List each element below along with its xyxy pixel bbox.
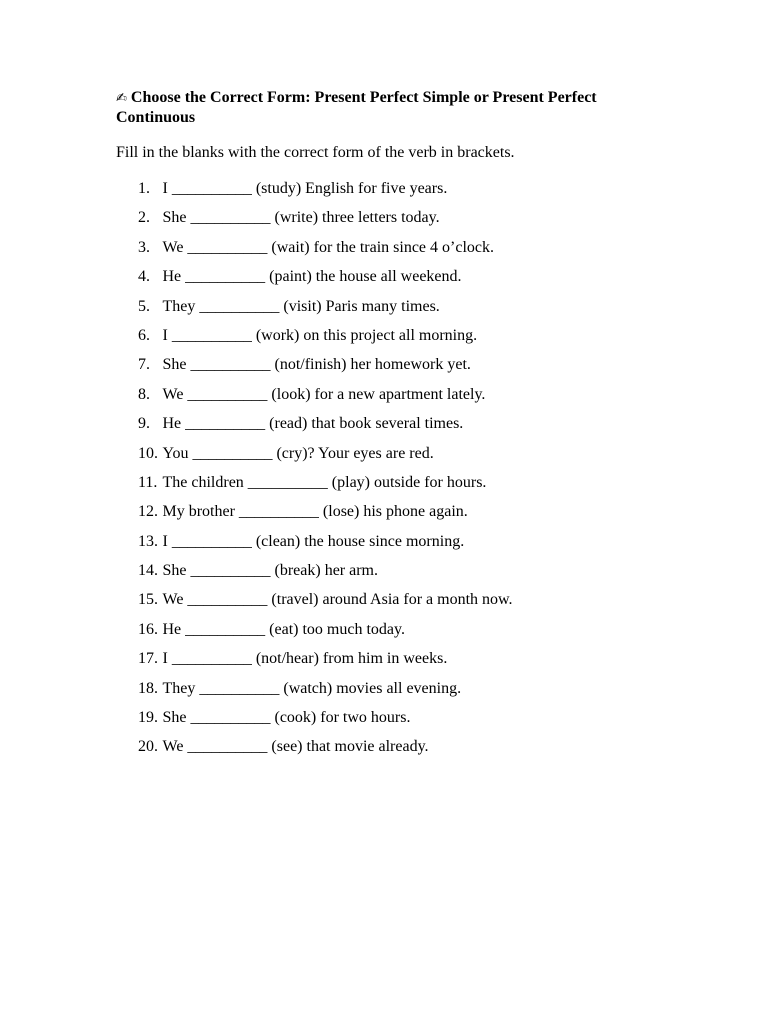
exercise-item [138,385,513,414]
exercise-sentence: She __________ (not/finish) her homework yet. [162,356,471,374]
exercise-item [138,208,513,237]
exercise-number: 10. [138,444,158,462]
exercise-number: 12. [138,503,158,521]
exercise-item [138,297,513,326]
exercise-item [138,679,513,708]
exercise-sentence: He __________ (paint) the house all weekend. [162,268,462,286]
exercise-number: 20. [138,738,158,756]
exercise-item [138,561,513,590]
exercise-sentence: They __________ (watch) movies all evening. [162,679,462,697]
exercise-number: 16. [138,620,158,638]
exercise-item [138,620,513,649]
exercise-sentence: We __________ (see) that movie already. [162,738,429,756]
exercise-sentence: I __________ (clean) the house since morning. [162,532,465,550]
exercise-number: 11. [138,473,158,491]
exercise-item [138,473,513,502]
exercise-item [138,502,513,531]
worksheet-title [116,88,676,127]
exercise-item [138,532,513,561]
exercise-item [138,267,513,296]
exercise-sentence: My brother __________ (lose) his phone again. [162,503,468,521]
exercise-number: 3. [138,238,150,256]
title-text: Choose the Correct Form: Present Perfect Simple or Present Perfect Continuous [116,89,597,126]
exercise-item [138,326,513,355]
exercise-number: 18. [138,679,158,697]
exercise-number: 4. [138,268,150,286]
exercise-item [138,590,513,619]
exercise-item [138,444,513,473]
exercise-item [138,708,513,737]
exercise-number: 15. [138,591,158,609]
writing-hand-icon: ✍ [116,91,127,106]
exercise-list [138,179,513,767]
exercise-sentence: I __________ (study) English for five years. [162,180,448,197]
exercise-number: 2. [138,209,150,227]
instructions-text: Fill in the blanks with the correct form of the verb in brackets. [116,144,515,161]
exercise-sentence: We __________ (wait) for the train since 4 o’clock. [162,238,494,256]
exercise-sentence: He __________ (read) that book several times. [162,415,464,433]
exercise-sentence: She __________ (write) three letters today. [162,209,440,227]
exercise-number: 19. [138,709,158,727]
exercise-sentence: You __________ (cry)? Your eyes are red. [162,444,434,462]
exercise-item [138,355,513,384]
exercise-number: 7. [138,356,150,374]
exercise-item [138,737,513,766]
exercise-item [138,238,513,267]
exercise-sentence: The children __________ (play) outside for hours. [162,473,487,491]
exercise-sentence: I __________ (work) on this project all morning. [162,326,478,344]
exercise-number: 9. [138,415,150,433]
exercise-sentence: She __________ (cook) for two hours. [162,709,411,727]
exercise-sentence: She __________ (break) her arm. [162,562,378,580]
exercise-number: 8. [138,385,150,403]
exercise-number: 14. [138,562,158,580]
exercise-number: 6. [138,326,150,344]
exercise-sentence: He __________ (eat) too much today. [162,620,405,638]
exercise-sentence: We __________ (travel) around Asia for a month now. [162,591,513,609]
exercise-item [138,649,513,678]
exercise-number: 17. [138,650,158,668]
exercise-number: 1. [138,180,150,197]
exercise-item [138,414,513,443]
exercise-number: 5. [138,297,150,315]
exercise-sentence: They __________ (visit) Paris many times. [162,297,440,315]
exercise-number: 13. [138,532,158,550]
exercise-sentence: We __________ (look) for a new apartment lately. [162,385,486,403]
exercise-sentence: I __________ (not/hear) from him in weeks. [162,650,448,668]
exercise-item [138,179,513,208]
